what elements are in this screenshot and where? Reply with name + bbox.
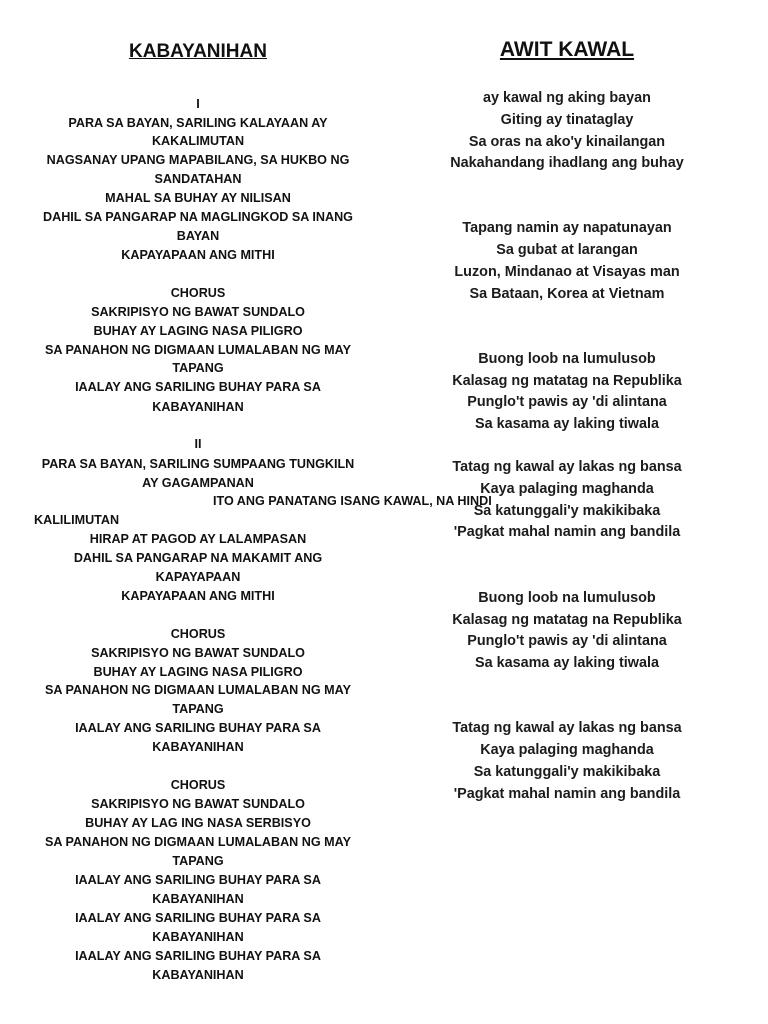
lyric-line: SA PANAHON NG DIGMAAN LUMALABAN NG MAY [45, 343, 351, 357]
lyric-line-overflow: ITO ANG PANATANG ISANG KAWAL, NA HINDI [213, 494, 492, 508]
lyric-line: TAPANG [172, 854, 224, 868]
lyric-line: KALILIMUTAN [34, 513, 120, 527]
kabayanihan-title: KABAYANIHAN [129, 41, 267, 62]
lyric-line: Nakahandang ihadlang ang buhay [450, 155, 684, 171]
lyric-line: Luzon, Mindanao at Visayas man [454, 264, 680, 280]
verse-2-number: II [194, 437, 202, 451]
lyric-line: BUHAY AY LAGING NASA PILIGRO [93, 665, 303, 679]
lyric-line: BUHAY AY LAG ING NASA SERBISYO [85, 816, 311, 830]
lyric-line: SA PANAHON NG DIGMAAN LUMALABAN NG MAY [45, 835, 351, 849]
lyric-line: Kalasag ng matatag na Republika [452, 612, 682, 628]
lyric-line: Kaya palaging maghanda [480, 481, 654, 497]
lyric-line: BUHAY AY LAGING NASA PILIGRO [93, 324, 303, 338]
lyric-line: Giting ay tinataglay [500, 112, 634, 128]
lyric-line: KAKALIMUTAN [151, 134, 245, 148]
lyric-line: Buong loob na lumulusob [478, 590, 656, 606]
lyric-line: TAPANG [172, 361, 224, 375]
lyric-line: Punglo't pawis ay 'di alintana [467, 633, 667, 649]
lyric-line: KAPAYAPAAN ANG MITHI [121, 589, 275, 603]
lyric-line: DAHIL SA PANGARAP NA MAKAMIT ANG [73, 551, 323, 565]
lyric-line: Sa Bataan, Korea at Vietnam [469, 286, 665, 302]
lyric-line: Kalasag ng matatag na Republika [452, 373, 682, 389]
lyric-line: BAYAN [176, 229, 220, 243]
awit-kawal-title: AWIT KAWAL [499, 38, 635, 61]
lyric-line: SAKRIPISYO NG BAWAT SUNDALO [91, 305, 305, 319]
lyric-line: KAPAYAPAAN [155, 570, 241, 584]
lyric-line: KABAYANIHAN [152, 400, 244, 414]
lyric-line: PARA SA BAYAN, SARILING KALAYAAN AY [68, 116, 328, 130]
lyric-line: Kaya palaging maghanda [480, 742, 654, 758]
lyric-line: Sa kasama ay laking tiwala [475, 416, 659, 432]
lyric-line: AY GAGAMPANAN [142, 476, 254, 490]
lyric-line: KABAYANIHAN [152, 740, 244, 754]
lyric-line: Tatag ng kawal ay lakas ng bansa [452, 720, 682, 736]
lyric-line: IAALAY ANG SARILING BUHAY PARA SA [75, 721, 321, 735]
lyric-line: ay kawal ng aking bayan [483, 90, 651, 106]
lyric-line: IAALAY ANG SARILING BUHAY PARA SA [75, 911, 321, 925]
chorus-heading: CHORUS [170, 286, 226, 300]
lyric-line: Sa gubat at larangan [496, 242, 638, 258]
lyric-line: SANDATAHAN [154, 172, 242, 186]
lyric-line: KABAYANIHAN [152, 892, 244, 906]
lyric-line: Tatag ng kawal ay lakas ng bansa [452, 459, 682, 475]
lyric-line: Punglo't pawis ay 'di alintana [467, 394, 667, 410]
lyric-line: Tapang namin ay napatunayan [462, 220, 672, 236]
lyric-line: NAGSANAY UPANG MAPABILANG, SA HUKBO NG [46, 153, 350, 167]
lyric-line: Sa oras na ako'y kinailangan [468, 134, 666, 150]
lyric-line: 'Pagkat mahal namin ang bandila [453, 786, 681, 802]
lyric-line: TAPANG [172, 702, 224, 716]
lyric-line: 'Pagkat mahal namin ang bandila [453, 524, 681, 540]
lyric-line: Buong loob na lumulusob [478, 351, 656, 367]
lyric-line: MAHAL SA BUHAY AY NILISAN [105, 191, 291, 205]
lyric-line: DAHIL SA PANGARAP NA MAGLINGKOD SA INANG [43, 210, 353, 224]
lyric-line: KABAYANIHAN [152, 930, 244, 944]
lyric-line: IAALAY ANG SARILING BUHAY PARA SA [75, 380, 321, 394]
chorus-heading: CHORUS [170, 778, 226, 792]
lyric-line: IAALAY ANG SARILING BUHAY PARA SA [75, 949, 321, 963]
lyric-line: SA PANAHON NG DIGMAAN LUMALABAN NG MAY [45, 683, 351, 697]
lyric-line: SAKRIPISYO NG BAWAT SUNDALO [91, 646, 305, 660]
lyric-line: KABAYANIHAN [152, 968, 244, 982]
lyric-line: Sa katunggali'y makikibaka [473, 503, 661, 519]
lyric-line: KAPAYAPAAN ANG MITHI [121, 248, 275, 262]
verse-1-number: I [196, 97, 200, 111]
lyric-line: HIRAP AT PAGOD AY LALAMPASAN [89, 532, 307, 546]
lyric-line: IAALAY ANG SARILING BUHAY PARA SA [75, 873, 321, 887]
chorus-heading: CHORUS [170, 627, 226, 641]
lyric-line: Sa katunggali'y makikibaka [473, 764, 661, 780]
lyric-line: Sa kasama ay laking tiwala [475, 655, 659, 671]
lyric-line: SAKRIPISYO NG BAWAT SUNDALO [91, 797, 305, 811]
lyric-line: PARA SA BAYAN, SARILING SUMPAANG TUNGKILN [41, 457, 355, 471]
